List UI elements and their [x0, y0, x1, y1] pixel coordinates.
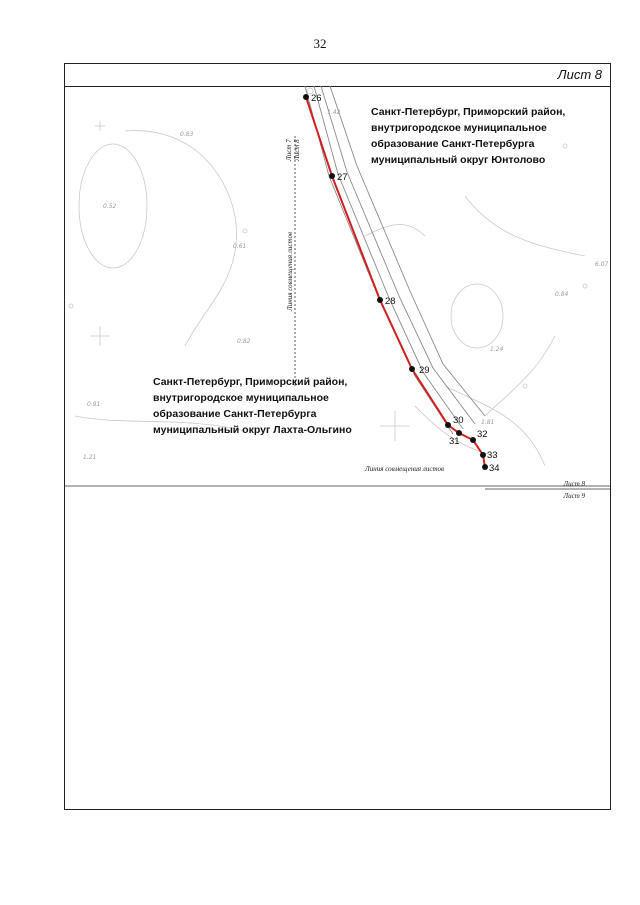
point-label: 31 [449, 436, 460, 447]
horizontal-sheet-next: Лист 9 [563, 492, 585, 500]
point-label: 34 [489, 463, 500, 474]
vertical-alignment-label: Линия совмещения листов [286, 231, 294, 311]
boundary-point [377, 296, 396, 307]
boundary-point [329, 172, 348, 183]
horizontal-alignment-line [65, 480, 610, 510]
district-label-yuntolovo: Санкт-Петербург, Приморский район, внутригородское муниципальное образование Санкт-Петербурга муниципальный округ Юнтолово [371, 106, 566, 166]
vertical-alignment-line [285, 136, 301, 386]
elevation-mark: 0.61 [233, 243, 247, 250]
boundary-point [470, 429, 488, 443]
elevation-mark: 0.91 [87, 401, 101, 408]
elevation-mark: 0.82 [237, 338, 251, 345]
boundary-point [409, 365, 430, 376]
point-label: 33 [487, 450, 498, 461]
elevation-mark: 1.81 [481, 419, 495, 426]
vertical-sheet-prev: Лист 7 [285, 139, 293, 161]
point-label: 26 [311, 93, 322, 104]
boundary-point [303, 93, 322, 104]
elevation-mark: 6.07 [595, 261, 609, 268]
elevation-mark: 0.83 [180, 131, 194, 138]
elevation-mark: 1.21 [83, 454, 97, 461]
sheet-title: Лист 8 [557, 67, 602, 82]
map-area [65, 86, 610, 486]
elevation-mark: 0.84 [555, 291, 569, 298]
horizontal-alignment-label: Линия совмещения листов [365, 465, 445, 473]
elevation-mark: 1.24 [490, 346, 504, 353]
point-label: 29 [419, 365, 430, 376]
horizontal-sheet-curr: Лист 8 [563, 480, 585, 488]
boundary-point [482, 463, 500, 474]
elevation-mark: 0.52 [103, 203, 117, 210]
map-sheet-frame [64, 63, 611, 810]
sheet-header [65, 64, 610, 87]
boundary-point [480, 450, 498, 461]
point-label: 28 [385, 296, 396, 307]
elevation-mark: 1.42 [327, 109, 341, 116]
point-label: 32 [477, 429, 488, 440]
page-number: 32 [313, 36, 327, 51]
point-label: 30 [453, 415, 464, 426]
district-label-lakhta-olgino: Санкт-Петербург, Приморский район, внутригородское муниципальное образование Санкт-Петербурга муниципальный округ Лахта-Ольгино [153, 376, 352, 436]
vertical-sheet-curr: Лист 8 [293, 139, 301, 161]
point-label: 27 [337, 172, 348, 183]
boundary-point [449, 430, 462, 447]
